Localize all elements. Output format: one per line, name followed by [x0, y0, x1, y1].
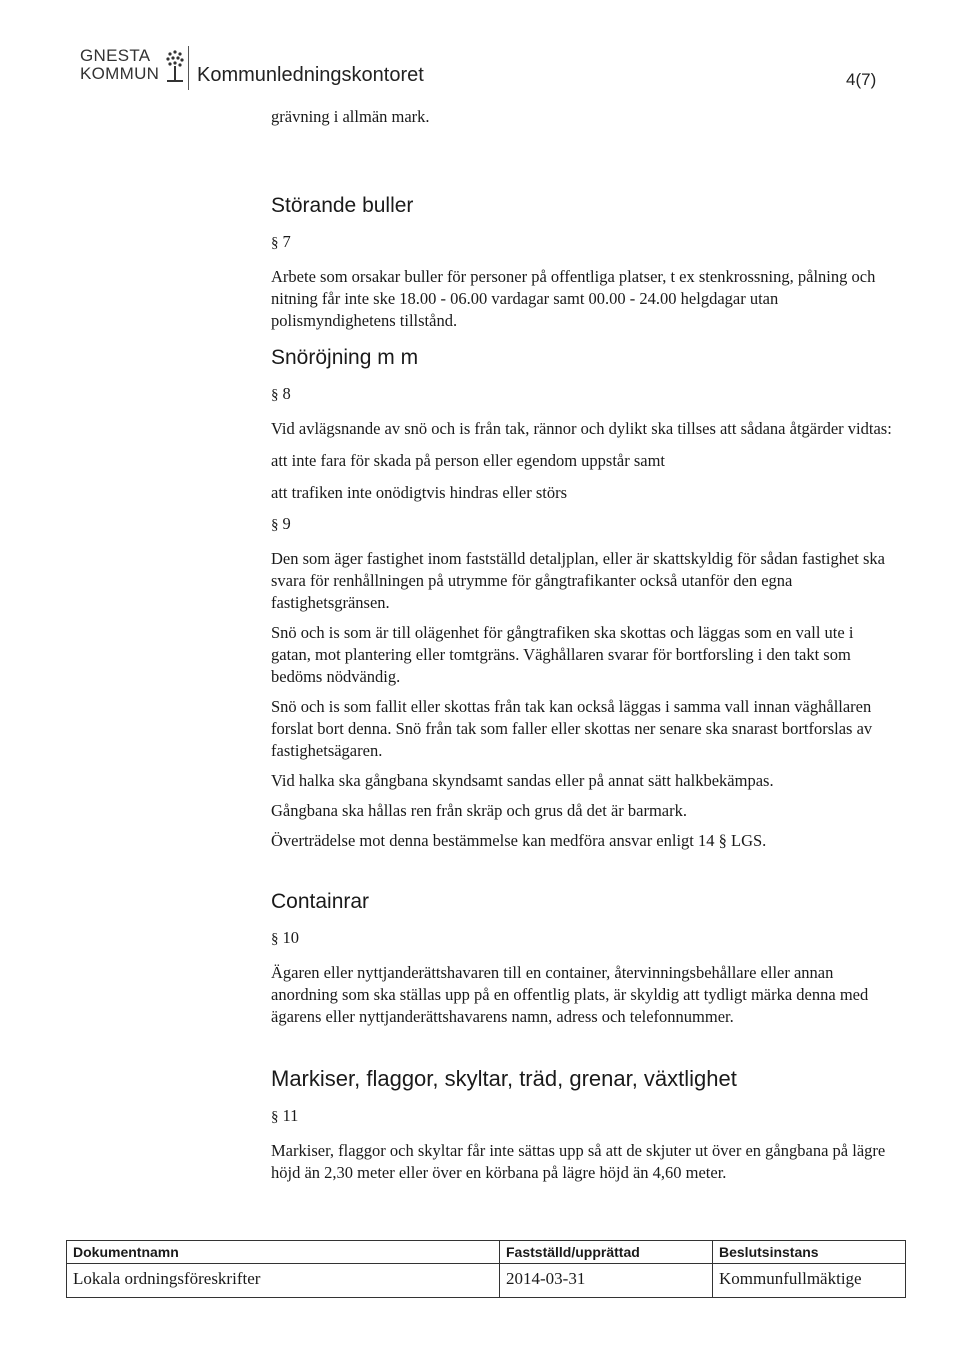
document-meta-table — [66, 1240, 906, 1298]
meta-value-document-name: Lokala ordningsföreskrifter — [67, 1264, 500, 1298]
section-9-text-6: Överträdelse mot denna bestämmelse kan medföra ansvar enligt 14 § LGS. — [271, 831, 767, 850]
section-10-label — [271, 928, 896, 948]
section-symbol: § — [271, 1109, 279, 1125]
heading-containrar: Containrar — [271, 890, 370, 913]
page-number: 4(7) — [846, 70, 877, 89]
section-9-text-4: Vid halka ska gångbana skyndsamt sandas eller på annat sätt halkbekämpas. — [271, 771, 774, 790]
section-number: 9 — [282, 514, 291, 533]
section-11-text: Markiser, flaggor och skyltar får inte sättas upp så att de skjuter ut över en gångbana på lägre höjd än 2,30 meter eller över en körbana på lägre höjd än 4,60 meter. — [271, 1141, 886, 1182]
section-number: 8 — [282, 384, 291, 403]
meta-header-established: Fastställd/upprättad — [500, 1241, 713, 1264]
meta-header-row — [67, 1241, 906, 1264]
tree-crest-icon — [164, 49, 186, 87]
logo — [80, 47, 190, 89]
section-number: 11 — [282, 1106, 299, 1125]
heading-markiser: Markiser, flaggor, skyltar, träd, grenar, växtlighet — [271, 1066, 737, 1091]
section-9-text-5: Gångbana ska hållas ren från skräp och grus då det är barmark. — [271, 801, 687, 820]
heading-snorojning: Snöröjning m m — [271, 346, 419, 369]
section-7-label — [271, 232, 896, 252]
logo-divider — [188, 46, 189, 90]
section-9-label — [271, 514, 896, 534]
section-9-text-3: Snö och is som fallit eller skottas från tak kan också läggas i samma vall innan väghållaren forslat bort denna. Snö från tak som faller eller skottas ner senare ska snarast bortforslas av fastighetsägaren. — [271, 697, 873, 760]
logo-line-1: GNESTA — [80, 46, 151, 65]
meta-header-decision-body: Beslutsinstans — [713, 1241, 906, 1264]
section-11-label — [271, 1106, 896, 1126]
section-9-text-2: Snö och is som är till olägenhet för gångtrafiken ska skottas och läggas som en vall ute i gatan, mot plantering eller tomtgräns. Väghållaren svarar för bortforsling i den takt som bedöms nödvändig. — [271, 623, 854, 686]
document-body — [271, 106, 896, 1184]
section-symbol: § — [271, 517, 279, 533]
section-8-text: Vid avlägsnande av snö och is från tak, rännor och dylikt ska tillses att sådana åtgärder vidtas: — [271, 419, 892, 438]
section-symbol: § — [271, 235, 279, 251]
section-8-item-2: att trafiken inte onödigtvis hindras eller störs — [271, 483, 568, 502]
meta-value-decision-body: Kommunfullmäktige — [713, 1264, 906, 1298]
section-7-text: Arbete som orsakar buller för personer på offentliga platser, t ex stenkrossning, pålning och nitning får inte ske 18.00 - 06.00 vardagar samt 00.00 - 24.00 helgdagar utan polismyndighetens tillstånd. — [271, 267, 876, 330]
logo-line-2: KOMMUN — [80, 64, 160, 83]
meta-value-row — [67, 1264, 906, 1298]
section-number: 7 — [282, 232, 291, 251]
meta-value-established: 2014-03-31 — [500, 1264, 713, 1298]
section-symbol: § — [271, 387, 279, 403]
section-number: 10 — [282, 928, 299, 947]
section-8-label — [271, 384, 896, 404]
section-symbol: § — [271, 931, 279, 947]
header-title: Kommunledningskontoret — [197, 64, 424, 86]
intro-text: grävning i allmän mark. — [271, 107, 430, 126]
section-10-text: Ägaren eller nyttjanderättshavaren till en container, återvinningsbehållare eller annan anordning som ska ställas upp på en offentlig plats, är skyldig att tydligt märka denna med ägarens eller nyttjanderättshavarens namn, adress och telefonnummer. — [271, 963, 869, 1026]
heading-storande-buller: Störande buller — [271, 194, 414, 217]
section-8-item-1: att inte fara för skada på person eller egendom uppstår samt — [271, 451, 666, 470]
meta-header-document-name: Dokumentnamn — [67, 1241, 500, 1264]
section-9-text-1: Den som äger fastighet inom fastställd detaljplan, eller är skattskyldig för sådan fastighet ska svara för renhållningen på utrymme för gångtrafikanter också utanför den egna fastighetsgränsen. — [271, 549, 885, 612]
